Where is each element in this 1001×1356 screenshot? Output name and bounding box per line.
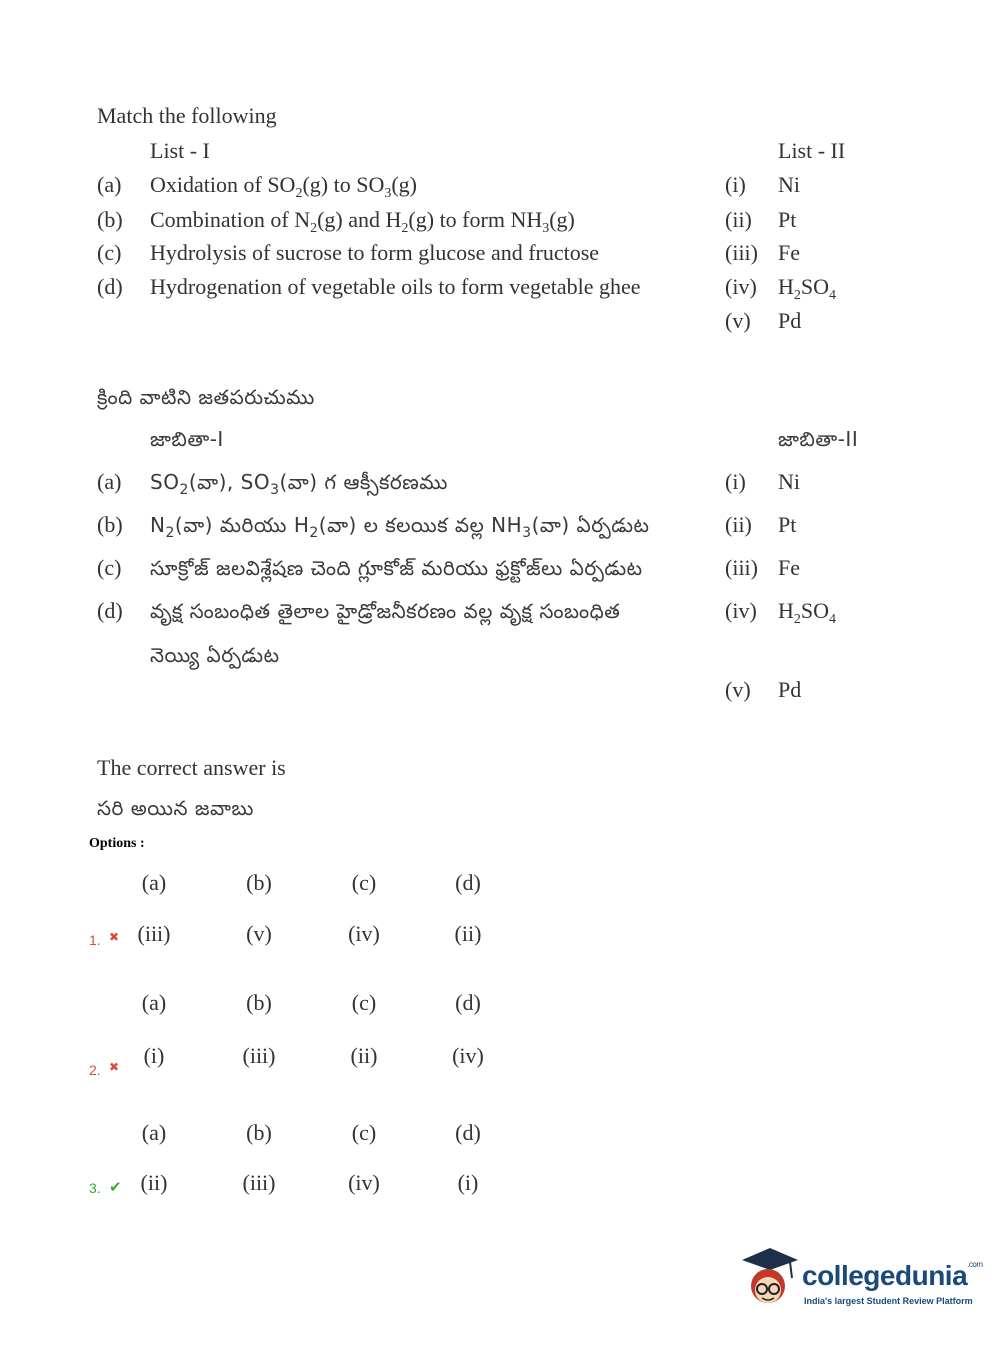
brand-tagline: India's largest Student Review Platform: [804, 1296, 973, 1306]
option-2-number[interactable]: 2.: [89, 1062, 101, 1078]
option-1-value: (iv): [348, 921, 380, 946]
list1-header-en: List - I: [150, 138, 210, 163]
cross-icon: ✖: [109, 930, 120, 944]
list2-en-item-label: (iv): [725, 274, 757, 299]
list1-te-d-continuation: నెయ్యి ఏర్పడుట: [150, 643, 280, 667]
list1-te-item-text: $N_2(వా)$ మరియు $H_2(వా)$ ల కలయిక వల్ల $NH_3(వా)$ ఏర్పడుట: [150, 513, 650, 541]
list2-te-item-label: (ii): [725, 512, 752, 537]
options-label: Options :: [89, 836, 145, 851]
list1-en-item-label: (b): [97, 207, 123, 232]
option-1-value: (iii): [137, 921, 171, 946]
list2-en-item-text: Pd: [778, 308, 802, 333]
brand-name: collegedunia: [802, 1260, 968, 1291]
option-3-number[interactable]: 3.: [89, 1180, 101, 1196]
option-2-header: (a): [141, 990, 167, 1015]
list2-en-item-label: (ii): [725, 207, 752, 232]
list2-te-item-text: Pd: [778, 677, 802, 702]
list2-te-item-text: Ni: [778, 469, 800, 494]
option-1-number[interactable]: 1.: [89, 932, 101, 948]
option-2-header: (c): [351, 990, 377, 1015]
list2-te-item-label: (i): [725, 469, 746, 494]
list2-te-item-label: (iii): [725, 555, 758, 580]
list1-te-item-text: $SO_2(వా)$, $SO_3(వా)$ గ ఆక్సీకరణము: [150, 470, 448, 498]
option-2-value: (i): [143, 1043, 165, 1068]
option-3-value: (i): [457, 1170, 479, 1195]
list1-en-item-text: Hydrolysis of sucrose to form glucose and fructose: [150, 240, 600, 265]
option-3-header: (a): [141, 1120, 167, 1145]
option-3-value: (iii): [242, 1170, 276, 1195]
cross-icon: ✖: [109, 1060, 120, 1074]
check-icon: ✔: [109, 1178, 122, 1196]
brand-suffix: .com: [967, 1260, 983, 1269]
list2-en-item-text: Pt: [778, 207, 797, 232]
mascot-icon: [740, 1246, 800, 1312]
option-3-header: (b): [246, 1120, 272, 1145]
question-heading-en: Match the following: [97, 103, 277, 128]
answer-prompt-te: సరి అయిన జవాబు: [97, 796, 254, 820]
list2-te-item-label: (iv): [725, 598, 757, 623]
option-3-header: (d): [455, 1120, 481, 1145]
option-2-value: (iii): [242, 1043, 276, 1068]
list2-en-item-label: (iii): [725, 240, 758, 265]
option-1-header: (c): [351, 870, 377, 895]
option-2-header: (b): [246, 990, 272, 1015]
option-1-header: (a): [141, 870, 167, 895]
option-1-header: (b): [246, 870, 272, 895]
list2-te-item-label: (v): [725, 677, 751, 702]
list2-en-item-text: Fe: [778, 240, 800, 265]
option-1-value: (v): [246, 921, 272, 946]
list2-te-item-text: $H_2SO_4$: [778, 598, 837, 627]
list2-en-item-label: (v): [725, 308, 751, 333]
option-3-header: (c): [351, 1120, 377, 1145]
list2-te-item-text: Fe: [778, 555, 800, 580]
collegedunia-logo: [740, 1246, 983, 1316]
list1-te-item-text: సూక్రోజ్ జలవిశ్లేషణ చెంది గ్లూకోజ్ మరియు ఫ్రక్టోజ్‌లు ఏర్పడుట: [150, 556, 643, 580]
option-3-value: (ii): [140, 1170, 168, 1195]
list2-header-en: List - II: [778, 138, 846, 163]
list1-te-item-label: (a): [97, 469, 122, 494]
list1-en-item-text: Combination of $N_2(g)$ and $H_2(g)$ to form $NH_3(g)$: [150, 207, 575, 236]
answer-prompt-en: The correct answer is: [97, 755, 286, 780]
list1-en-item-text: Oxidation of $SO_2(g)$ to $SO_3(g)$: [150, 172, 417, 201]
list1-te-item-label: (d): [97, 598, 123, 623]
list2-en-item-text: $H_2SO_4$: [778, 274, 837, 303]
list1-en-item-label: (a): [97, 172, 122, 197]
list1-te-item-label: (b): [97, 512, 123, 537]
option-1-value: (ii): [454, 921, 482, 946]
list1-te-item-text: వృక్ష సంబంధిత తైలాల హైడ్రోజనీకరణం వల్ల వృక్ష సంబంధిత: [150, 599, 621, 623]
list2-en-item-text: Ni: [778, 172, 800, 197]
list2-te-item-text: Pt: [778, 512, 797, 537]
option-3-value: (iv): [348, 1170, 380, 1195]
list2-en-item-label: (i): [725, 172, 746, 197]
list1-header-te: జాబితా-I: [150, 427, 224, 451]
list1-en-item-label: (c): [97, 240, 122, 265]
option-2-value: (ii): [350, 1043, 378, 1068]
option-2-header: (d): [455, 990, 481, 1015]
option-1-header: (d): [455, 870, 481, 895]
option-2-value: (iv): [452, 1043, 484, 1068]
list1-en-item-text: Hydrogenation of vegetable oils to form vegetable ghee: [150, 274, 641, 299]
question-heading-te: క్రింది వాటిని జతపరుచుము: [97, 385, 315, 409]
list1-en-item-label: (d): [97, 274, 123, 299]
list2-header-te: జాబితా-II: [778, 427, 859, 451]
list1-te-item-label: (c): [97, 555, 122, 580]
